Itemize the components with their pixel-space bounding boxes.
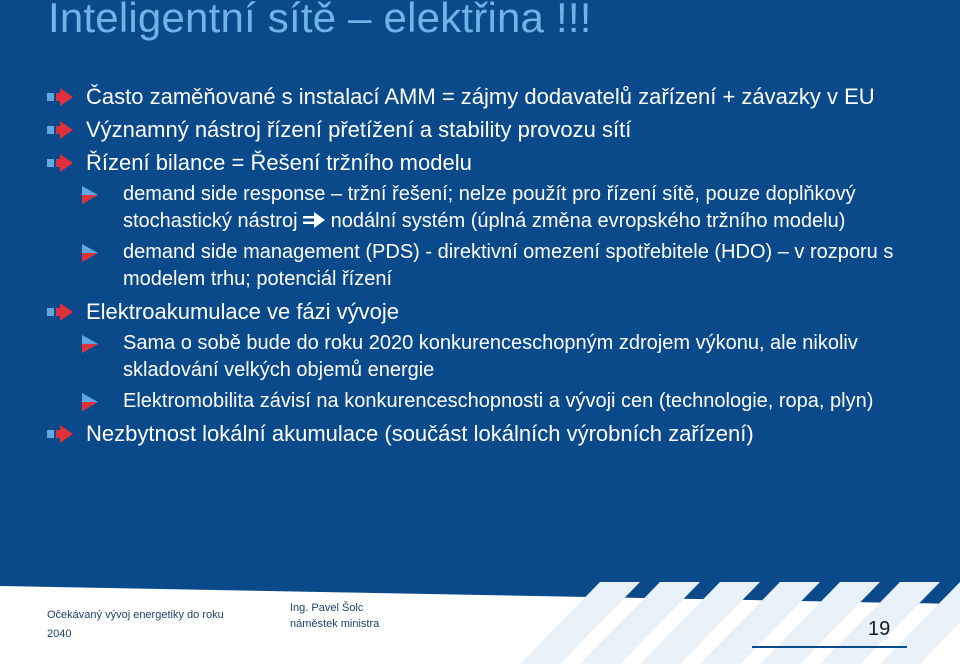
presentation-title: Očekávaný vývoj energetiky do roku 2040	[47, 609, 224, 640]
bullet-text: Elektromobilita závisí na konkurenceschopnosti a vývoji cen (technologie, ropa, plyn)	[123, 390, 874, 412]
bullet-item	[0, 419, 960, 448]
bullet-text: Sama o sobě bude do roku 2020 konkurenceschopným zdrojem výkonu, ale nikoliv skladování velkých objemů energie	[123, 332, 858, 381]
sub-bullet-item	[0, 239, 960, 293]
bullet-text-end: nodální systém (úplná změna evropského tržního modelu)	[325, 210, 846, 232]
page-number-underline	[752, 646, 907, 648]
triangle-right-icon	[82, 393, 98, 411]
arrow-right-icon	[47, 154, 73, 172]
bullet-item	[0, 82, 960, 111]
triangle-right-icon	[82, 186, 98, 204]
author-name: Ing. Pavel Šolc	[290, 602, 364, 614]
sub-bullet-item	[0, 388, 960, 415]
bullet-item	[0, 297, 960, 326]
bullet-text: Významný nástroj řízení přetížení a stability provozu sítí	[86, 117, 632, 142]
arrow-right-icon	[47, 121, 73, 139]
bullet-item	[0, 115, 960, 144]
bullet-text: Elektroakumulace ve fázi vývoje	[86, 299, 400, 324]
bullet-text: demand side management (PDS) - direktivní omezení spotřebitele (HDO) – v rozporu s modelem trhu; potenciál řízení	[123, 241, 894, 290]
bullet-text: Řízení bilance = Řešení tržního modelu	[86, 150, 472, 175]
sub-bullet-item	[0, 181, 960, 235]
triangle-right-icon	[82, 335, 98, 353]
triangle-right-icon	[82, 244, 98, 262]
arrow-right-icon	[47, 88, 73, 106]
author-role: náměstek ministra	[290, 618, 380, 630]
arrow-right-icon	[47, 425, 73, 443]
double-arrow-right-icon	[303, 212, 325, 228]
bullet-text-start: demand side response – tržní řešení; nelze použít pro řízení sítě, pouze doplňkový stochastický nástroj	[123, 183, 856, 232]
slide-footer	[0, 582, 960, 664]
sub-bullet-item	[0, 330, 960, 384]
slide-title: Inteligentní sítě – elektřina !!!	[48, 0, 592, 41]
bullet-item	[0, 148, 960, 177]
author-info	[290, 600, 379, 632]
bullet-list	[0, 82, 960, 452]
bullet-text: Nezbytnost lokální akumulace (součást lokálních výrobních zařízení)	[86, 421, 754, 446]
bullet-text: Často zaměňované s instalací AMM = zájmy dodavatelů zařízení + závazky v EU	[86, 84, 875, 109]
page-number: 19	[868, 618, 891, 640]
arrow-right-icon	[47, 303, 73, 321]
